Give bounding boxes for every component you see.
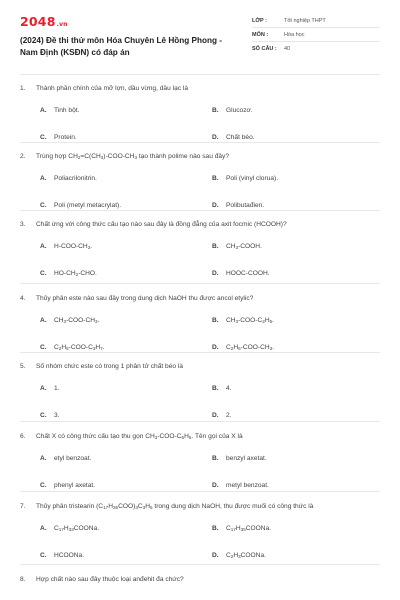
question-divider: [20, 210, 380, 211]
answer-option[interactable]: [212, 174, 278, 183]
answer-option[interactable]: [40, 411, 60, 420]
answer-option[interactable]: [40, 174, 97, 183]
page-title: (2024) Đề thi thử môn Hóa Chuyên Lê Hồng Phong - Nam Định (KSĐN) có đáp án: [20, 36, 222, 57]
question-divider: [20, 491, 380, 492]
option-text: metyl benzoat.: [226, 482, 269, 489]
option-letter: B.: [212, 243, 219, 250]
option-letter: C.: [40, 412, 47, 419]
option-text: 1.: [54, 385, 60, 392]
answer-option[interactable]: [40, 481, 95, 490]
option-letter: D.: [212, 134, 219, 141]
answer-option[interactable]: [212, 106, 253, 115]
answer-option[interactable]: [40, 551, 84, 560]
question-divider: [20, 352, 380, 353]
answer-option[interactable]: [212, 201, 264, 210]
option-letter: A.: [40, 525, 47, 532]
answer-option[interactable]: [212, 524, 271, 533]
option-text: $C_{17}H_{35}COONa$.: [226, 525, 272, 532]
answer-option[interactable]: [40, 316, 99, 325]
question-number: 2.: [20, 153, 26, 160]
option-letter: A.: [40, 175, 47, 182]
meta-key: MÔN :: [252, 32, 269, 38]
option-letter: B.: [212, 175, 219, 182]
option-text: $C_2H_3COONa$.: [226, 552, 266, 559]
option-letter: B.: [212, 525, 219, 532]
answer-option[interactable]: [212, 269, 270, 278]
option-text: Polibutađien.: [226, 202, 265, 209]
question-number: 6.: [20, 433, 26, 440]
option-text: $C_2H_5-COO-CH_3$.: [226, 344, 274, 351]
answer-option[interactable]: [212, 343, 274, 352]
option-letter: A.: [40, 385, 47, 392]
answer-option[interactable]: [212, 411, 232, 420]
option-text: Tinh bột.: [54, 107, 80, 114]
option-text: 4.: [226, 385, 232, 392]
meta-value: Hóa học: [284, 32, 305, 38]
option-text: $C_2H_5-COO-C_3H_7$.: [54, 344, 105, 351]
answer-option[interactable]: [212, 384, 232, 393]
answer-option[interactable]: [40, 269, 97, 278]
option-letter: C.: [40, 344, 47, 351]
question-text: Hợp chất nào sau đây thuộc loại anđehit đa chức?: [36, 576, 184, 583]
option-text: $CH_3$-COOH.: [226, 243, 262, 250]
option-text: 2.: [226, 412, 232, 419]
option-letter: D.: [212, 482, 219, 489]
option-letter: D.: [212, 552, 219, 559]
option-letter: A.: [40, 455, 47, 462]
question-number: 8.: [20, 576, 26, 583]
option-letter: D.: [212, 270, 219, 277]
option-letter: C.: [40, 202, 47, 209]
question-stem: [20, 84, 380, 93]
option-text: Glucozơ.: [226, 107, 253, 114]
option-letter: D.: [212, 202, 219, 209]
option-text: $HO-CH_2$-CHO.: [54, 270, 97, 277]
option-letter: C.: [40, 552, 47, 559]
answer-option[interactable]: [212, 316, 274, 325]
answer-option[interactable]: [212, 242, 262, 251]
question-stem: [20, 432, 380, 441]
question-text: Trùng hợp $CH_2=C(CH_3)-COO-CH_3$ tạo thành polime nào sau đây?: [36, 153, 230, 160]
question-number: 3.: [20, 221, 26, 228]
option-text: $C_{17}H_{33}COONa$.: [54, 525, 100, 532]
question-text: Chất ứng với công thức cấu tạo nào sau đây là đồng đẳng của axit focmic (HCOOH)?: [36, 221, 287, 228]
question-divider: [20, 142, 380, 143]
question-stem: [20, 502, 380, 511]
option-letter: A.: [40, 243, 47, 250]
question-number: 7.: [20, 503, 26, 510]
question-divider: [20, 74, 380, 75]
question-text: Chất X có công thức cấu tạo thu gọn $CH_3-COO-C_6H_5$. Tên gọi của X là: [36, 433, 243, 440]
answer-option[interactable]: [40, 242, 92, 251]
question-divider: [20, 283, 380, 284]
meta-row-class: [252, 16, 380, 30]
question-divider: [20, 421, 380, 422]
question-number: 5.: [20, 363, 26, 370]
meta-value: Tốt nghiệp THPT: [284, 18, 326, 24]
question-number: 1.: [20, 85, 26, 92]
option-letter: B.: [212, 455, 219, 462]
answer-option[interactable]: [40, 384, 60, 393]
option-text: phenyl axetat.: [54, 482, 96, 489]
answer-option[interactable]: [212, 551, 266, 560]
option-text: $CH_3-COO-C_2H_5$.: [226, 317, 275, 324]
meta-row-count: [252, 44, 380, 58]
meta-row-subject: [252, 30, 380, 44]
option-letter: B.: [212, 385, 219, 392]
answer-option[interactable]: [40, 454, 91, 463]
option-letter: B.: [212, 107, 219, 114]
option-text: HOOC-COOH.: [226, 270, 270, 277]
option-text: etyl benzoat.: [54, 455, 92, 462]
meta-key: LỚP :: [252, 18, 267, 24]
option-text: HCOONa.: [54, 552, 85, 559]
answer-option[interactable]: [40, 343, 105, 352]
answer-option[interactable]: [212, 133, 255, 142]
option-text: benzyl axetat.: [226, 455, 267, 462]
meta-value: 40: [284, 46, 291, 52]
question-text: Thành phần chính của mỡ lợn, dầu vừng, dầu lạc là: [36, 85, 188, 92]
question-stem: [20, 294, 380, 303]
option-letter: D.: [212, 412, 219, 419]
option-text: Poliacrilonitrin.: [54, 175, 97, 182]
option-letter: C.: [40, 482, 47, 489]
question-stem: [20, 152, 380, 161]
option-text: Poli (metyl metacrylat).: [54, 202, 122, 209]
question-text: Thủy phân tristearin $(C_{17}H_{35}COO)_3C_3H_5$ trong dung dịch NaOH, thu được muối có công thức là: [36, 503, 314, 510]
answer-option[interactable]: [212, 454, 267, 463]
question-text: Số nhóm chức este có trong 1 phân tử chất béo là: [36, 363, 184, 370]
answer-option[interactable]: [40, 133, 77, 142]
question-number: 4.: [20, 295, 26, 302]
question-stem: [20, 220, 380, 229]
answer-option[interactable]: [40, 106, 79, 115]
question-stem: [20, 362, 380, 371]
option-letter: C.: [40, 270, 47, 277]
document-header: [0, 0, 400, 80]
question-stem: [20, 575, 380, 584]
option-text: Chất béo.: [226, 134, 255, 141]
exam-meta: [252, 16, 380, 58]
answer-option[interactable]: [40, 524, 99, 533]
option-text: $CH_3-COO-CH_3$.: [54, 317, 100, 324]
option-letter: D.: [212, 344, 219, 351]
option-text: Protein.: [54, 134, 77, 141]
answer-option[interactable]: [212, 481, 269, 490]
answer-option[interactable]: [40, 201, 121, 210]
meta-key: SỐ CÂU :: [252, 46, 277, 52]
question-divider: [20, 564, 380, 565]
question-text: Thủy phân este nào sau đây trong dung dịch NaOH thu được ancol etylic?: [36, 295, 254, 302]
option-text: $H-COO-CH_3$.: [54, 243, 93, 250]
option-text: Poli (vinyl clorua).: [226, 175, 279, 182]
option-letter: C.: [40, 134, 47, 141]
option-text: 3.: [54, 412, 60, 419]
option-letter: B.: [212, 317, 219, 324]
option-letter: A.: [40, 107, 47, 114]
site-logo[interactable]: 2048.vn: [20, 14, 68, 29]
option-letter: A.: [40, 317, 47, 324]
